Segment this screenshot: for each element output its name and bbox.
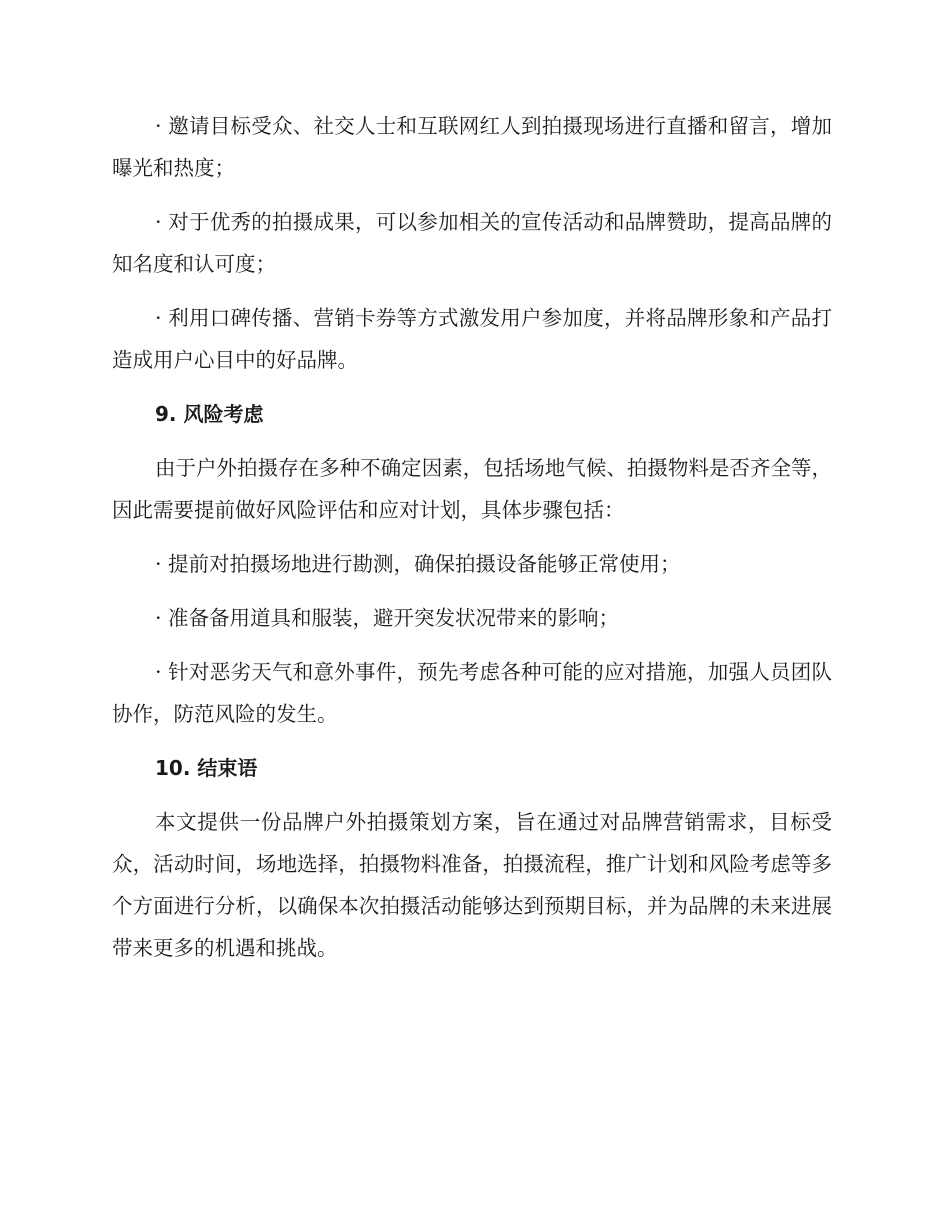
bullet-backup-props: · 准备备用道具和服装，避开突发状况带来的影响；	[155, 606, 620, 630]
bullet-word-of-mouth: · 利用口碑传播、营销卡券等方式激发用户参加度，并将品牌形象和产品打造成用户心目中的好品牌。	[112, 306, 832, 372]
document-body	[112, 105, 832, 981]
conclusion-paragraph: 本文提供一份品牌户外拍摄策划方案，旨在通过对品牌营销需求，目标受众，活动时间，场地选择，拍摄物料准备，拍摄流程，推广计划和风险考虑等多个方面进行分析，以确保本次拍摄活动能够达到预期目标，并为品牌的未来进展带来更多的机遇和挑战。	[112, 810, 832, 960]
section-heading-risk: 9. 风险考虑	[155, 402, 264, 426]
bullet-site-survey: · 提前对拍摄场地进行勘测，确保拍摄设备能够正常使用；	[155, 552, 681, 576]
bullet-invite-audience: · 邀请目标受众、社交人士和互联网红人到拍摄现场进行直播和留言，增加曝光和热度；	[112, 114, 832, 180]
risk-intro-paragraph: 由于户外拍摄存在多种不确定因素，包括场地气候、拍摄物料是否齐全等，因此需要提前做好风险评估和应对计划，具体步骤包括：	[112, 456, 832, 522]
bullet-promotion-sponsorship: · 对于优秀的拍摄成果，可以参加相关的宣传活动和品牌赞助，提高品牌的知名度和认可度；	[112, 210, 832, 276]
section-heading-conclusion: 10. 结束语	[155, 756, 258, 780]
bullet-weather-emergency: · 针对恶劣天气和意外事件，预先考虑各种可能的应对措施，加强人员团队协作，防范风险的发生。	[112, 660, 832, 726]
